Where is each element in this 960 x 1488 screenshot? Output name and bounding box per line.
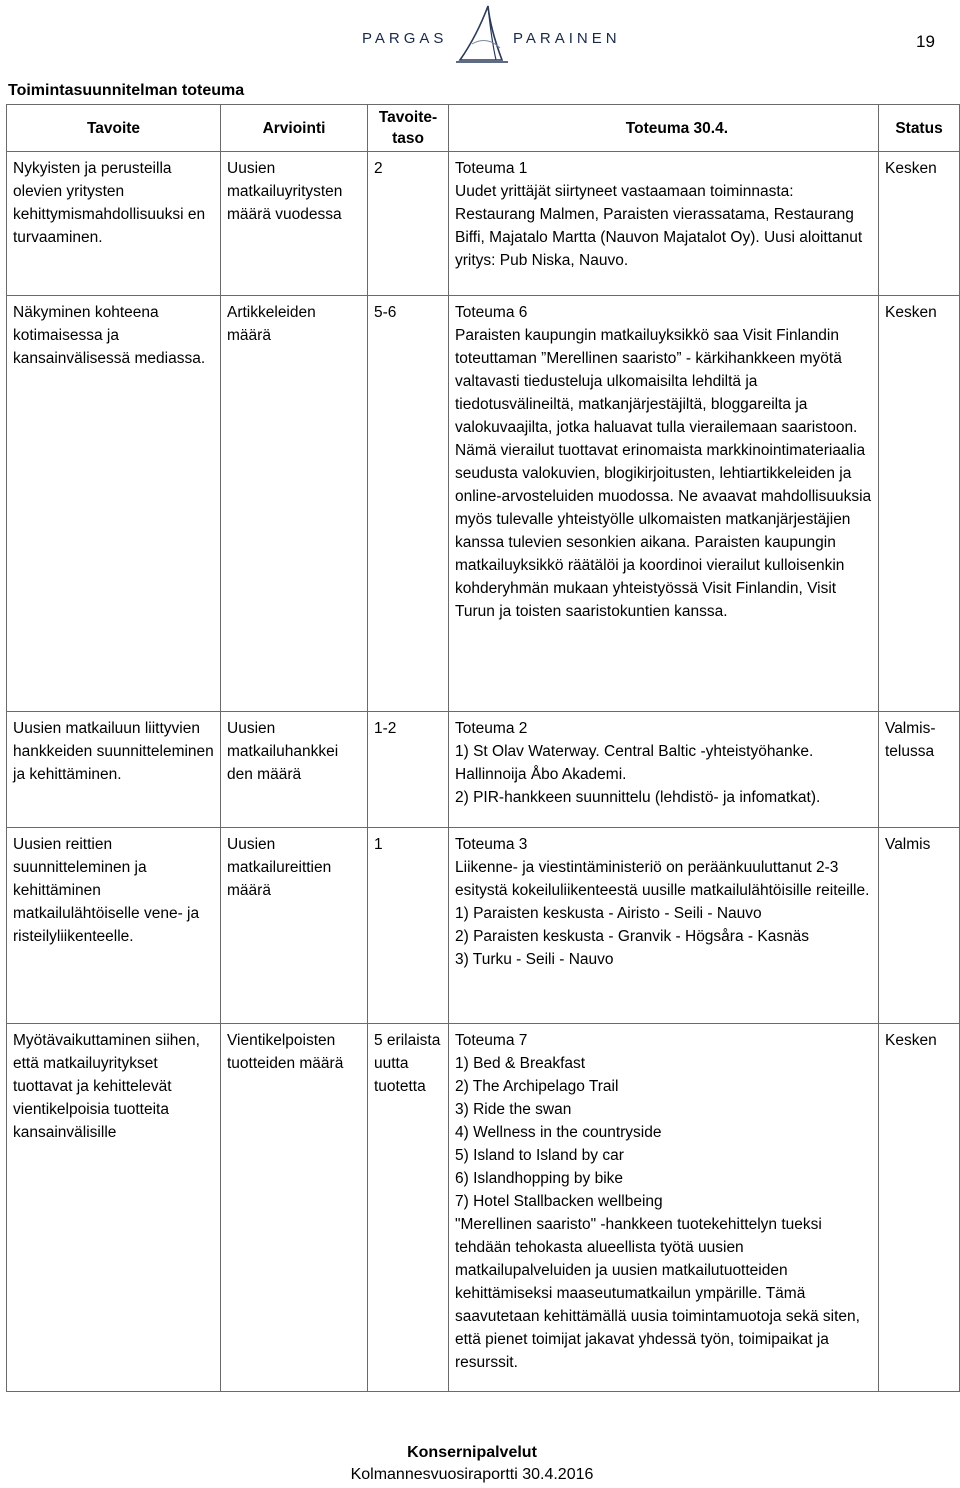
target-cell: 5 erilaista uutta tuotetta — [368, 1024, 449, 1392]
result-cell: Toteuma 3 Liikenne- ja viestintäministeriö on peräänkuuluttanut 2-3 esitystä kokeiluliikenteestä uusille matkailulähtöisille reiteille. 1) Paraisten keskusta - Airisto - Seili - Nauvo 2) Paraisten keskusta - Granvik - Högsåra - Kasnäs 3) Turku - Seili - Nauvo — [449, 828, 879, 1024]
status-cell: Kesken — [879, 296, 960, 712]
table-row — [7, 828, 960, 1024]
sail-logo-icon — [452, 4, 512, 66]
table-row — [7, 1024, 960, 1392]
status-cell: Valmis — [879, 828, 960, 1024]
result-cell: Toteuma 1 Uudet yrittäjät siirtyneet vastaamaan toiminnasta: Restaurang Malmen, Paraisten vierassatama, Restaurang Biffi, Majatalo Martta (Nauvon Majatalot Oy). Uusi aloittanut yritys: Pub Niska, Nauvo. — [449, 152, 879, 296]
page-number: 19 — [916, 32, 935, 51]
measure-cell: Uusien matkailureittien määrä — [221, 828, 368, 1024]
result-cell: Toteuma 7 1) Bed & Breakfast 2) The Archipelago Trail 3) Ride the swan 4) Wellness in the countryside 5) Island to Island by car 6) Islandhopping by bike 7) Hotel Stallbacken wellbeing "Merellinen saaristo" -hankkeen tuotekehittelyn tueksi tehdään tehokasta alueellista työtä uusien matkailupalveluiden ja uusien matkailutuotteiden kehittämiseksi maaseutumatkailun ympärille. Tämä saavutetaan kehittämällä uusia toimintamuotoja sekä siten, että pienet toimijat jakavat yhdessä työn, toimipaikat ja resurssit. — [449, 1024, 879, 1392]
target-cell: 1 — [368, 828, 449, 1024]
result-cell: Toteuma 6 Paraisten kaupungin matkailuyksikkö saa Visit Finlandin toteuttaman ”Merellinen saaristo” - kärkihankkeen myötä valtavasti tiedusteluja ulkomaisilta lehdiltä ja tiedotusvälineiltä, matkanjärjestäjiltä, bloggareilta ja valokuvaajilta, jotka haluavat tulla vierailemaan saaristoon. Nämä vierailut tuottavat erinomaista markkinointimateriaalia seudusta valokuvien, blogikirjoitusten, lehtiartikkeleiden ja online-arvosteluiden muodossa. Ne avaavat mahdollisuuksia myös tulevalle yhteistyölle ulkomaisten matkanjärjestäjien kanssa tulevien sesonkien aikana. Paraisten kaupungin matkailuyksikkö räätälöi ja koordinoi vierailut kulloisenkin kohderyhmän mukaan yhteistyössä Visit Finlandin, Visit Turun ja toisten saaristokuntien kanssa. — [449, 296, 879, 712]
measure-cell: Uusien matkailuyritysten määrä vuodessa — [221, 152, 368, 296]
table-row — [7, 152, 960, 296]
table-header-row — [7, 105, 960, 152]
table-row — [7, 712, 960, 828]
footer-department: Konsernipalvelut — [407, 1444, 537, 1461]
status-cell: Kesken — [879, 152, 960, 296]
goal-cell: Nykyisten ja perusteilla olevien yritysten kehittymismahdollisuuksi en turvaaminen. — [7, 152, 221, 296]
logo-text-left: PARGAS — [362, 30, 448, 47]
target-cell: 1-2 — [368, 712, 449, 828]
action-plan-table — [6, 104, 960, 1392]
pargas-parainen-logo — [360, 4, 620, 64]
table-row — [7, 296, 960, 712]
measure-cell: Artikkeleiden määrä — [221, 296, 368, 712]
measure-cell: Uusien matkailuhankkei den määrä — [221, 712, 368, 828]
result-cell: Toteuma 2 1) St Olav Waterway. Central Baltic -yhteistyöhanke. Hallinnoija Åbo Akademi. 2) PIR-hankkeen suunnittelu (lehdistö- ja infomatkat). — [449, 712, 879, 828]
column-header-measure: Arviointi — [221, 105, 368, 152]
footer-report-title: Kolmannesvuosiraportti 30.4.2016 — [350, 1466, 594, 1483]
status-cell: Kesken — [879, 1024, 960, 1392]
section-title: Toimintasuunnitelman toteuma — [8, 82, 245, 99]
column-header-target: Tavoite- taso — [368, 105, 449, 152]
logo-text-right: PARAINEN — [513, 30, 621, 47]
column-header-goal: Tavoite — [7, 105, 221, 152]
goal-cell: Uusien matkailuun liittyvien hankkeiden suunnitteleminen ja kehittäminen. — [7, 712, 221, 828]
goal-cell: Uusien reittien suunnitteleminen ja kehittäminen matkailulähtöiselle vene- ja risteilyliikenteelle. — [7, 828, 221, 1024]
target-cell: 2 — [368, 152, 449, 296]
goal-cell: Myötävaikuttaminen siihen, että matkailuyritykset tuottavat ja kehittelevät vientikelpoisia tuotteita kansainvälisille — [7, 1024, 221, 1392]
goal-cell: Näkyminen kohteena kotimaisessa ja kansainvälisessä mediassa. — [7, 296, 221, 712]
status-cell: Valmis- telussa — [879, 712, 960, 828]
column-header-status: Status — [879, 105, 960, 152]
target-cell: 5-6 — [368, 296, 449, 712]
measure-cell: Vientikelpoisten tuotteiden määrä — [221, 1024, 368, 1392]
column-header-result: Toteuma 30.4. — [449, 105, 879, 152]
